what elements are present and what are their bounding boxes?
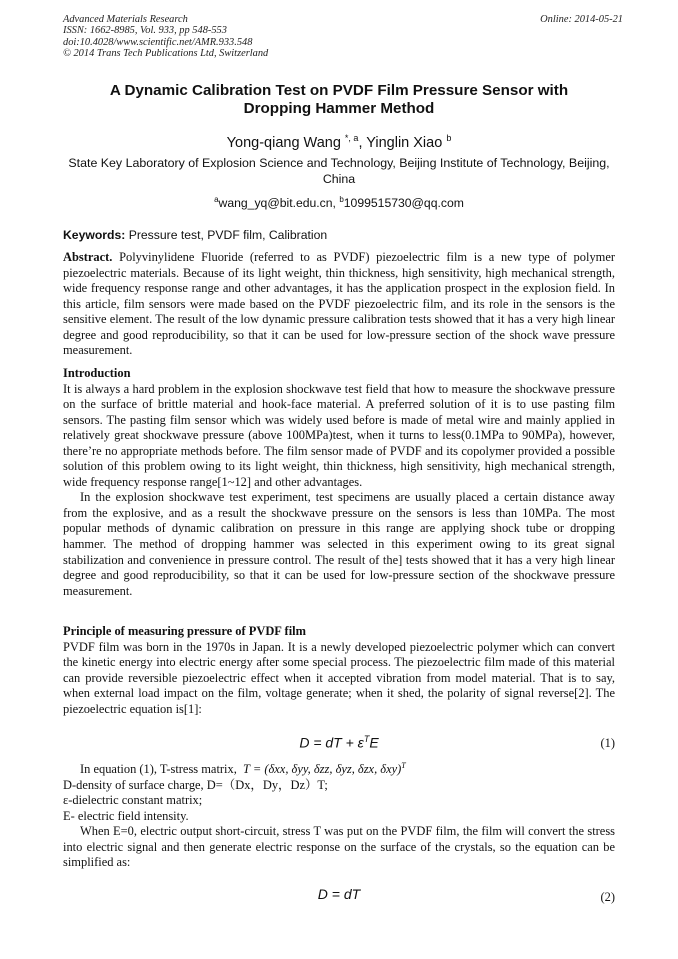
affiliation-line-2: China <box>322 171 356 186</box>
principle-paragraph-1: PVDF film was born in the 1970s in Japan. It is a newly developed piezoelectric polymer which can convert the kinetic energy into electric energy after some special process. The piezoelectric film made of this material can provide reversible piezoelectric effect when it accepted vibration from model material. That is to say, when external load impact on the film, voltage generate; when it shed, the polarity of signal reverse[2]. The piezoelectric equation is[1]: <box>63 639 615 716</box>
author-2-mark: b <box>446 133 452 143</box>
affiliation <box>40 156 638 187</box>
author-emails <box>40 192 638 211</box>
journal-name: Advanced Materials Research <box>63 14 188 25</box>
paper-title <box>40 82 638 118</box>
introduction-heading: Introduction <box>63 366 131 380</box>
email-b-mark: b <box>339 195 344 204</box>
equation-1-rhs: E <box>369 734 379 751</box>
title-line-2: Dropping Hammer Method <box>243 100 435 117</box>
abstract-text: Polyvinylidene Fluoride (referred to as PVDF) piezoelectric film is a new type of polymer piezoelectric materials. Because of its light weight, thin thickness, high sensitivity, high mechanical strength, wide frequency response range and other advantages, it has the application prospect in the explosion field. In this article, film sensors were made based on the PVDF piezoelectric film, and its role in the sensors is the sensitive element. The result of the low dynamic pressure calibration tests showed that it has a very high linear degree and good reproducibility, so that it can be used for low-pressure section of the shock wave pressure measurement. <box>63 250 615 358</box>
doi-line: doi:10.4028/www.scientific.net/AMR.933.548 <box>63 36 253 48</box>
equation-2 <box>63 886 615 906</box>
equation-2-number: (2) <box>600 890 615 904</box>
author-list <box>40 129 638 152</box>
equation-1-sup: T <box>363 734 370 744</box>
equation-1 <box>63 734 615 754</box>
keywords <box>63 228 327 243</box>
keywords-label: Keywords: <box>63 228 126 242</box>
author-separator: , <box>358 135 367 151</box>
email-a: wang_yq@bit.edu.cn, <box>218 196 340 210</box>
email-a-mark: a <box>214 195 219 204</box>
abstract-label: Abstract. <box>63 250 113 264</box>
principle-heading: Principle of measuring pressure of PVDF film <box>63 624 306 638</box>
copyright-line: © 2014 Trans Tech Publications Ltd, Switzerland <box>63 48 269 60</box>
issn-line: ISSN: 1662-8985, Vol. 933, pp 548-553 <box>63 25 227 37</box>
online-date: Online: 2014-05-21 <box>540 14 623 25</box>
stress-matrix-sup: T <box>401 761 406 770</box>
author-2: Yinglin Xiao <box>366 135 443 151</box>
author-1-mark: *, a <box>344 133 359 143</box>
principle-paragraph-2: When E=0, electric output short-circuit, stress T was put on the PVDF film, the film will convert the stress into electric signal and then generate electric response on the surface of the crystals, so the equation can be simplified as: <box>63 824 615 870</box>
dielectric-definition: ε-dielectric constant matrix; <box>63 793 203 808</box>
author-1: Yong-qiang Wang <box>226 135 341 151</box>
equation-1-lhs: D = dT + ε <box>299 734 364 751</box>
stress-text: In equation (1), T-stress matrix, <box>80 762 237 777</box>
stress-matrix: T = (δxx, δyy, δzz, δyz, δzx, δxy) <box>243 762 402 777</box>
affiliation-line-1: State Key Laboratory of Explosion Science and Technology, Beijing Institute of Technology, Beijing, <box>68 156 610 170</box>
introduction-paragraph-2: In the explosion shockwave test experiment, test specimens are usually placed a certain distance away from the explosive, and as a result the shockwave pressure on the sensors is less than 10MPa. The most popular methods of dynamic calibration on pressure in this range are applying shock tube or dropping hammer. The method of dropping hammer was selected in this experiment owing to its great signal stabilization and convenience in pressure control. The result of the] tests showed that it has a very high linear degree and good reproducibility, so that it can be used for low-pressure section of the shockwave pressure measurement. <box>63 490 615 598</box>
introduction-paragraph-1: It is always a hard problem in the explosion shockwave test field that how to measure the shockwave pressure on the surface of brittle material and hook-face material. A preferred solution of it is to use pasting film sensors. The pasting film sensor which was widely used before is made of metal wire and mainly applied in relatively great shockwave pressure (above 100MPa)test, when it turns to less(0.1MPa to 90MPa), however, there’re no appropriate methods before. The film sensor made of PVDF and its copolymer provided a possible solution of this problem owing to its light weight, thin thickness, high sensitivity, high mechanical strength, wide frequency response range[1~12] and other advantages. <box>63 381 615 489</box>
abstract <box>63 250 615 359</box>
publication-header <box>63 14 623 60</box>
introduction-section <box>63 366 615 599</box>
principle-section <box>63 624 615 717</box>
email-b: 1099515730@qq.com <box>343 196 464 210</box>
title-line-1: A Dynamic Calibration Test on PVDF Film Pressure Sensor with <box>109 82 569 99</box>
equation-1-number: (1) <box>600 736 615 750</box>
equation-2-expr: D = dT <box>317 886 361 902</box>
abstract-paragraph <box>63 250 615 359</box>
definitions <box>63 758 615 871</box>
stress-definition <box>63 758 615 778</box>
field-intensity-definition: E- electric field intensity. <box>63 808 189 823</box>
charge-density-definition: D-density of surface charge, D=（Dx，Dy，Dz）T; <box>63 777 328 792</box>
keywords-text: Pressure test, PVDF film, Calibration <box>125 228 328 242</box>
